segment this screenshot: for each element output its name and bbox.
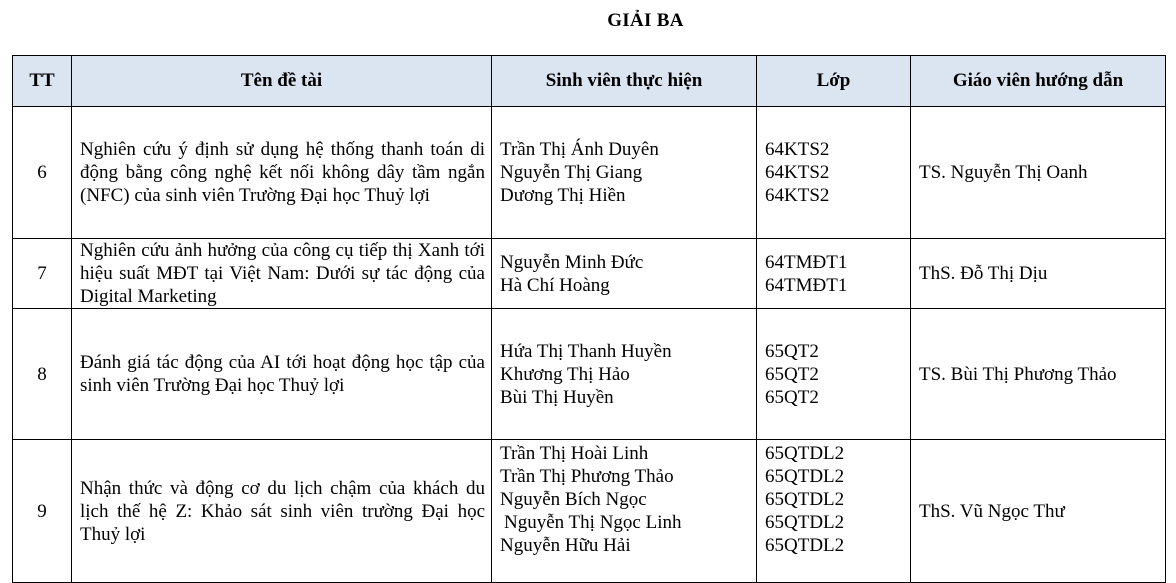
topic-cell: Nghiên cứu ảnh hưởng của công cụ tiếp thị Xanh tới hiệu suất MĐT tại Việt Nam: Dưới sự tác động của Digital Marketing: [72, 239, 492, 309]
header-topic: Tên đề tài: [72, 56, 492, 107]
students-cell: [492, 239, 757, 309]
table-row: [13, 239, 1166, 309]
student-name: Nguyễn Thị Giang: [500, 162, 643, 183]
class-cell: [757, 107, 911, 239]
class-code: 64TMĐT1: [765, 274, 848, 296]
students-cell: [492, 440, 757, 583]
student-name: Hà Chí Hoàng: [500, 274, 610, 296]
class-code: 65QT2: [765, 363, 819, 385]
student-name: Nguyễn Hữu Hải: [500, 535, 631, 556]
row-number: 9: [13, 440, 72, 583]
header-advisor: Giáo viên hướng dẫn: [911, 56, 1166, 107]
row-number: 8: [13, 309, 72, 440]
header-students: Sinh viên thực hiện: [492, 56, 757, 107]
class-cell: [757, 309, 911, 440]
class-code: 65QTDL2: [765, 443, 845, 464]
student-name: Hứa Thị Thanh Huyền: [500, 340, 672, 362]
student-name: Trần Thị Phương Thảo: [500, 466, 674, 487]
student-name: Nguyễn Thị Ngọc Linh: [504, 512, 682, 533]
students-cell: [492, 107, 757, 239]
class-code: 64KTS2: [765, 139, 830, 160]
table-row: [13, 440, 1166, 583]
row-number: 6: [13, 107, 72, 239]
class-code: 65QTDL2: [765, 512, 845, 533]
student-name: Nguyễn Minh Đức: [500, 251, 644, 273]
class-code: 65QT2: [765, 340, 819, 362]
header-tt: TT: [13, 56, 72, 107]
class-code: 64KTS2: [765, 185, 830, 206]
student-name: Nguyễn Bích Ngọc: [500, 489, 647, 510]
student-name: Dương Thị Hiền: [500, 185, 626, 206]
class-code: 64KTS2: [765, 162, 830, 183]
section-title: GIẢI BA: [607, 10, 684, 31]
student-name: Trần Thị Hoài Linh: [500, 443, 649, 464]
class-code: 65QT2: [765, 386, 819, 408]
student-name: Khương Thị Hảo: [500, 363, 630, 385]
student-name: Trần Thị Ánh Duyên: [500, 139, 659, 160]
class-cell: [757, 440, 911, 583]
award-table: [12, 55, 1166, 583]
topic-cell: Nghiên cứu ý định sử dụng hệ thống thanh toán di động bằng công nghệ kết nối không dây tầm ngắn (NFC) của sinh viên Trường Đại học Thuỷ lợi: [72, 107, 492, 239]
topic-cell: Nhận thức và động cơ du lịch chậm của khách du lịch thế hệ Z: Khảo sát sinh viên trường Đại học Thuỷ lợi: [72, 440, 492, 583]
header-class: Lớp: [757, 56, 911, 107]
class-code: 65QTDL2: [765, 489, 845, 510]
class-cell: [757, 239, 911, 309]
table-row: [13, 107, 1166, 239]
advisor-cell: ThS. Vũ Ngọc Thư: [911, 440, 1166, 583]
advisor-cell: TS. Nguyễn Thị Oanh: [911, 107, 1166, 239]
table-row: [13, 309, 1166, 440]
students-cell: [492, 309, 757, 440]
class-code: 65QTDL2: [765, 535, 845, 556]
class-code: 64TMĐT1: [765, 251, 848, 273]
table-header-row: [13, 56, 1166, 107]
row-number: 7: [13, 239, 72, 309]
student-name: Bùi Thị Huyền: [500, 386, 614, 408]
advisor-cell: ThS. Đỗ Thị Dịu: [911, 239, 1166, 309]
advisor-cell: TS. Bùi Thị Phương Thảo: [911, 309, 1166, 440]
class-code: 65QTDL2: [765, 466, 845, 487]
topic-cell: Đánh giá tác động của AI tới hoạt động học tập của sinh viên Trường Đại học Thuỷ lợi: [72, 309, 492, 440]
